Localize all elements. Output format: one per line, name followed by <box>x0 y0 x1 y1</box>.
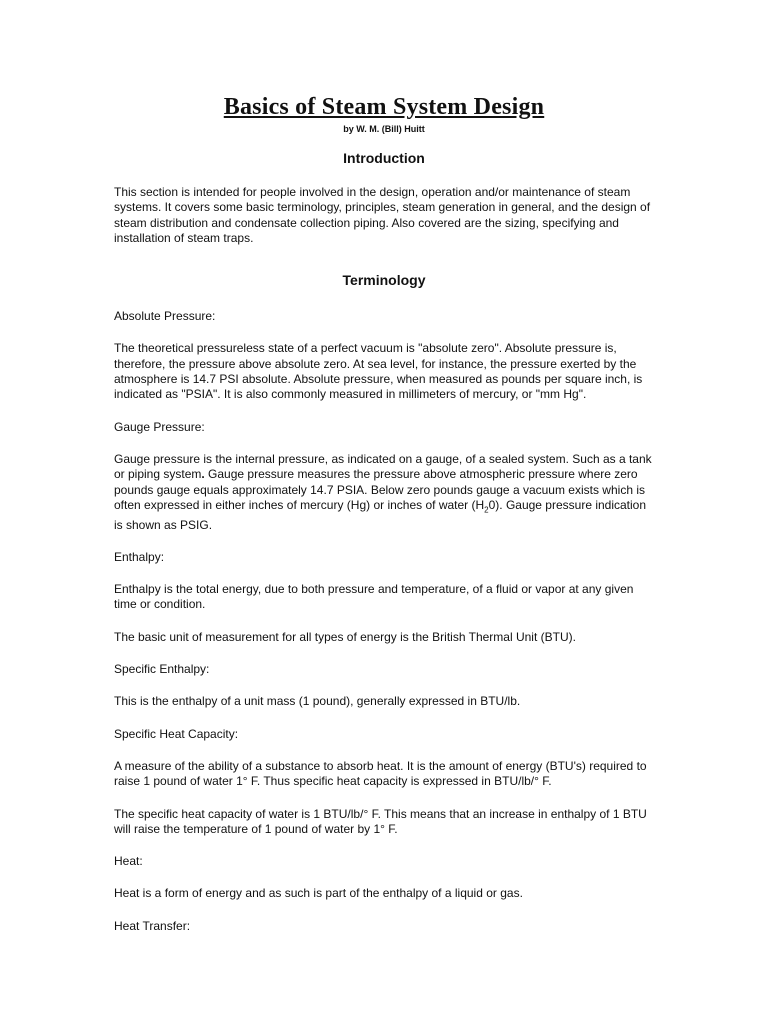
definition-enthalpy: Enthalpy is the total energy, due to both pressure and temperature, of a fluid or vapor at any given time or condition. <box>114 582 634 612</box>
definition-heat: Heat is a form of energy and as such is part of the enthalpy of a liquid or gas. <box>114 886 523 901</box>
term-label-gauge-pressure: Gauge Pressure: <box>114 419 205 434</box>
term-label-absolute-pressure: Absolute Pressure: <box>114 309 216 324</box>
document-title: Basics of Steam System Design <box>223 94 545 120</box>
definition-absolute-pressure: The theoretical pressureless state of a perfect vacuum is "absolute zero". Absolute pressure is, therefore, the pressure above absolute zero. At sea level, for instance, the pressure exerted by the atmosphere is 14.7 PSI absolute. Absolute pressure, when measured as pounds per square inch, is indicated as "PSIA". It is also commonly measured in millimeters of mercury, or "mm Hg". <box>114 341 643 402</box>
definition-btu: The basic unit of measurement for all types of energy is the British Thermal Unit (BTU). <box>114 629 576 644</box>
definition-specific-heat-capacity: A measure of the ability of a substance to absorb heat. It is the amount of energy (BTU's) required to raise 1 pound of water 1° F. Thus specific heat capacity is expressed in BTU/lb/° F. <box>114 758 647 789</box>
term-label-enthalpy: Enthalpy: <box>114 549 165 564</box>
author-byline: by W. M. (Bill) Huitt <box>343 124 425 134</box>
period-mark: . <box>201 467 205 482</box>
definition-specific-heat-water: The specific heat capacity of water is 1 BTU/lb/° F. This means that an increase in enthalpy of 1 BTU will raise the temperature of 1 pound of water by 1° F. <box>114 806 647 836</box>
subscript-two: 2 <box>484 505 489 515</box>
definition-gauge-pressure <box>114 452 654 533</box>
term-label-heat-transfer: Heat Transfer: <box>114 918 191 933</box>
definition-specific-enthalpy: This is the enthalpy of a unit mass (1 pound), generally expressed in BTU/lb. <box>114 694 521 709</box>
term-label-specific-heat-capacity: Specific Heat Capacity: <box>114 726 239 741</box>
term-label-specific-enthalpy: Specific Enthalpy: <box>114 662 210 677</box>
gauge-text-part-1: Gauge pressure is the internal pressure, as indicated on a gauge, of a sealed system. Such as a tank or piping system <box>114 451 652 482</box>
terminology-heading: Terminology <box>342 272 426 289</box>
term-label-heat: Heat: <box>114 854 143 869</box>
gauge-text-part-3: 0). Gauge pressure indication is shown as PSIG. <box>114 497 647 532</box>
gauge-text-part-2: Gauge pressure measures the pressure above atmospheric pressure where zero pounds gauge equals approximately 14.7 PSIA. Below zero pounds gauge a vacuum exists which is often expressed in either inches of mercury (Hg) or inches of water (H <box>114 467 645 512</box>
introduction-heading: Introduction <box>343 150 425 166</box>
introduction-paragraph: This section is intended for people involved in the design, operation and/or maintenance of steam systems. It covers some basic terminology, principles, steam generation in general, and the design of steam distribution and condensate collection piping. Also covered are the sizing, specifying and installation of steam traps. <box>114 185 651 245</box>
